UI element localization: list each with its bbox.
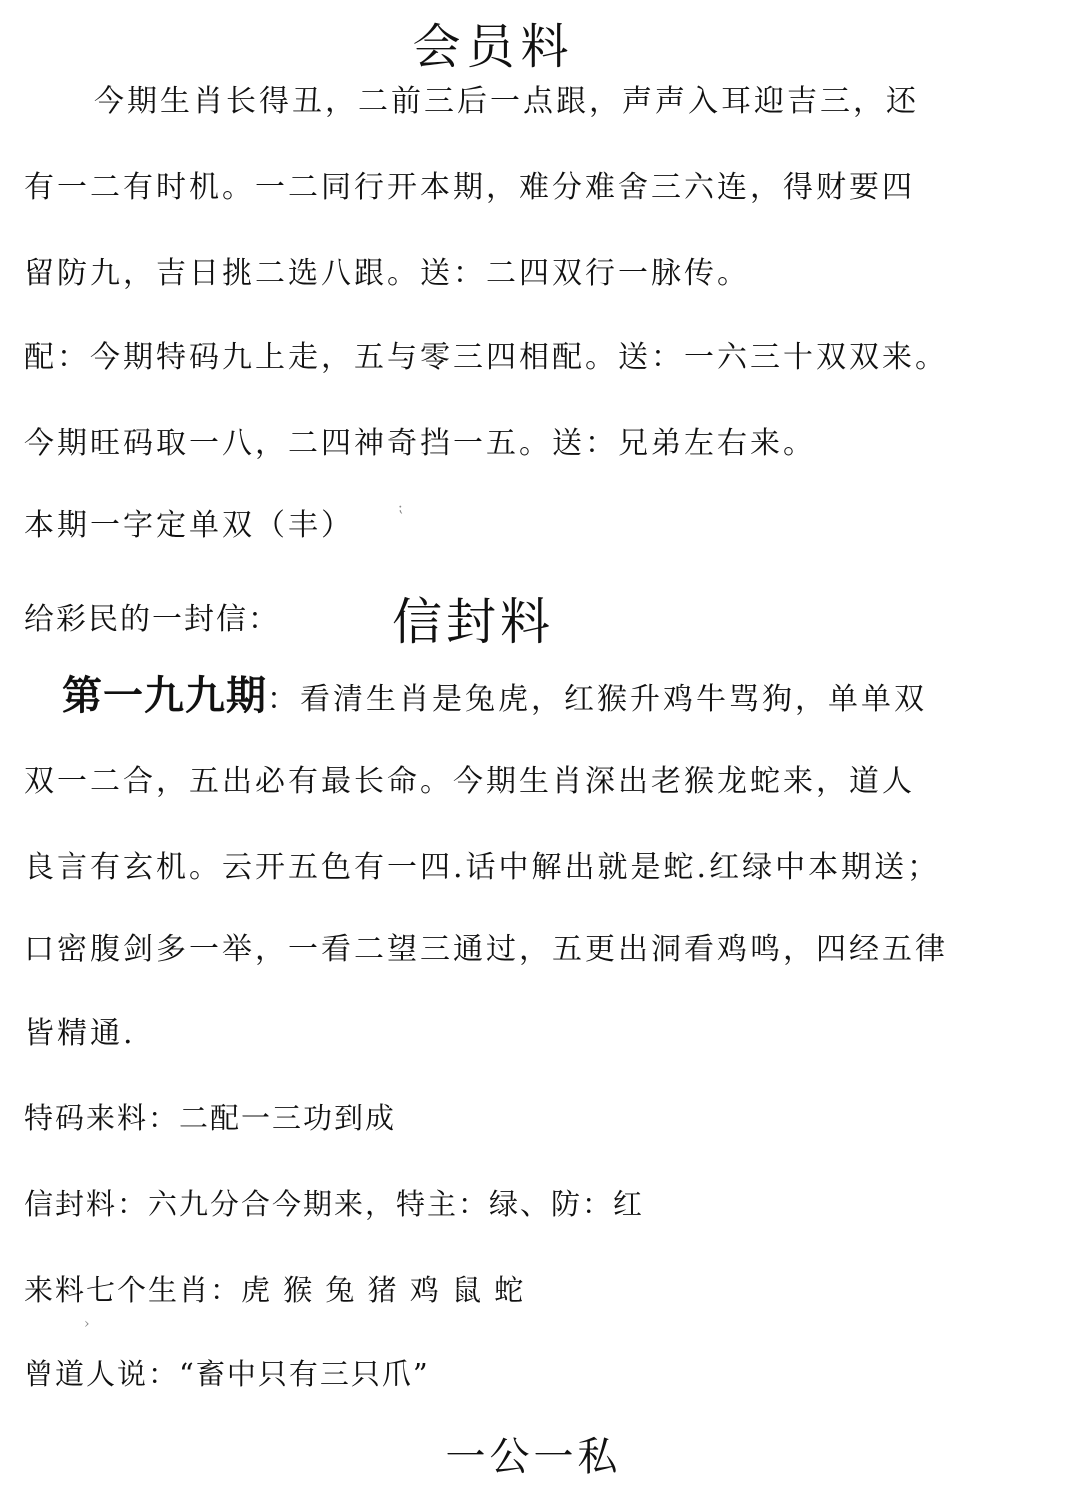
footer-text: 一公一私 [445,1434,622,1480]
envelope-line-3: 良言有玄机。云开五色有一四.话中解出就是蛇.红绿中本期送； [24,850,941,885]
member-line-3: 留防九，吉日挑二选八跟。送：二四双行一脉传。 [24,256,750,291]
period-label: 第一九九期 [62,673,267,719]
member-line-1: 今期生肖长得丑，二前三后一点跟，声声入耳迎吉三，还 [94,84,919,119]
note-quote: 曾道人说：“畜中只有三只爪” [24,1357,430,1391]
member-line-2: 有一二有时机。一二同行开本期，难分难舍三六连，得财要四 [24,170,915,205]
envelope-line-5: 皆精通. [24,1016,136,1051]
note-envelope: 信封料：六九分合今期来，特主：绿、防：红 [24,1187,645,1221]
envelope-header [24,588,1024,651]
member-line-6: 本期一字定单双（丰） [24,508,354,543]
scan-speck: › [84,1316,90,1332]
envelope-line-1 [62,673,927,720]
envelope-line-2: 双一二合，五出必有最长命。今期生肖深出老猴龙蛇来，道人 [24,764,915,799]
envelope-title: 信封料 [392,593,554,651]
envelope-line-1-text: ：看清生肖是兔虎，红猴升鸡牛骂狗，单单双 [267,682,927,717]
scan-speck: ⁏ [398,500,403,516]
page-title: 会员料 [412,19,575,75]
envelope-line-4: 口密腹剑多一举，一看二望三通过，五更出洞看鸡鸣，四经五律 [24,932,948,967]
note-special-code: 特码来料：二配一三功到成 [24,1101,397,1135]
member-line-5: 今期旺码取一八，二四神奇挡一五。送：兄弟左右来。 [24,426,816,461]
envelope-label: 给彩民的一封信： [24,602,280,637]
note-zodiacs: 来料七个生肖：虎 猴 兔 猪 鸡 鼠 蛇 [24,1273,526,1307]
member-line-4: 配：今期特码九上走，五与零三四相配。送：一六三十双双来。 [24,340,948,375]
